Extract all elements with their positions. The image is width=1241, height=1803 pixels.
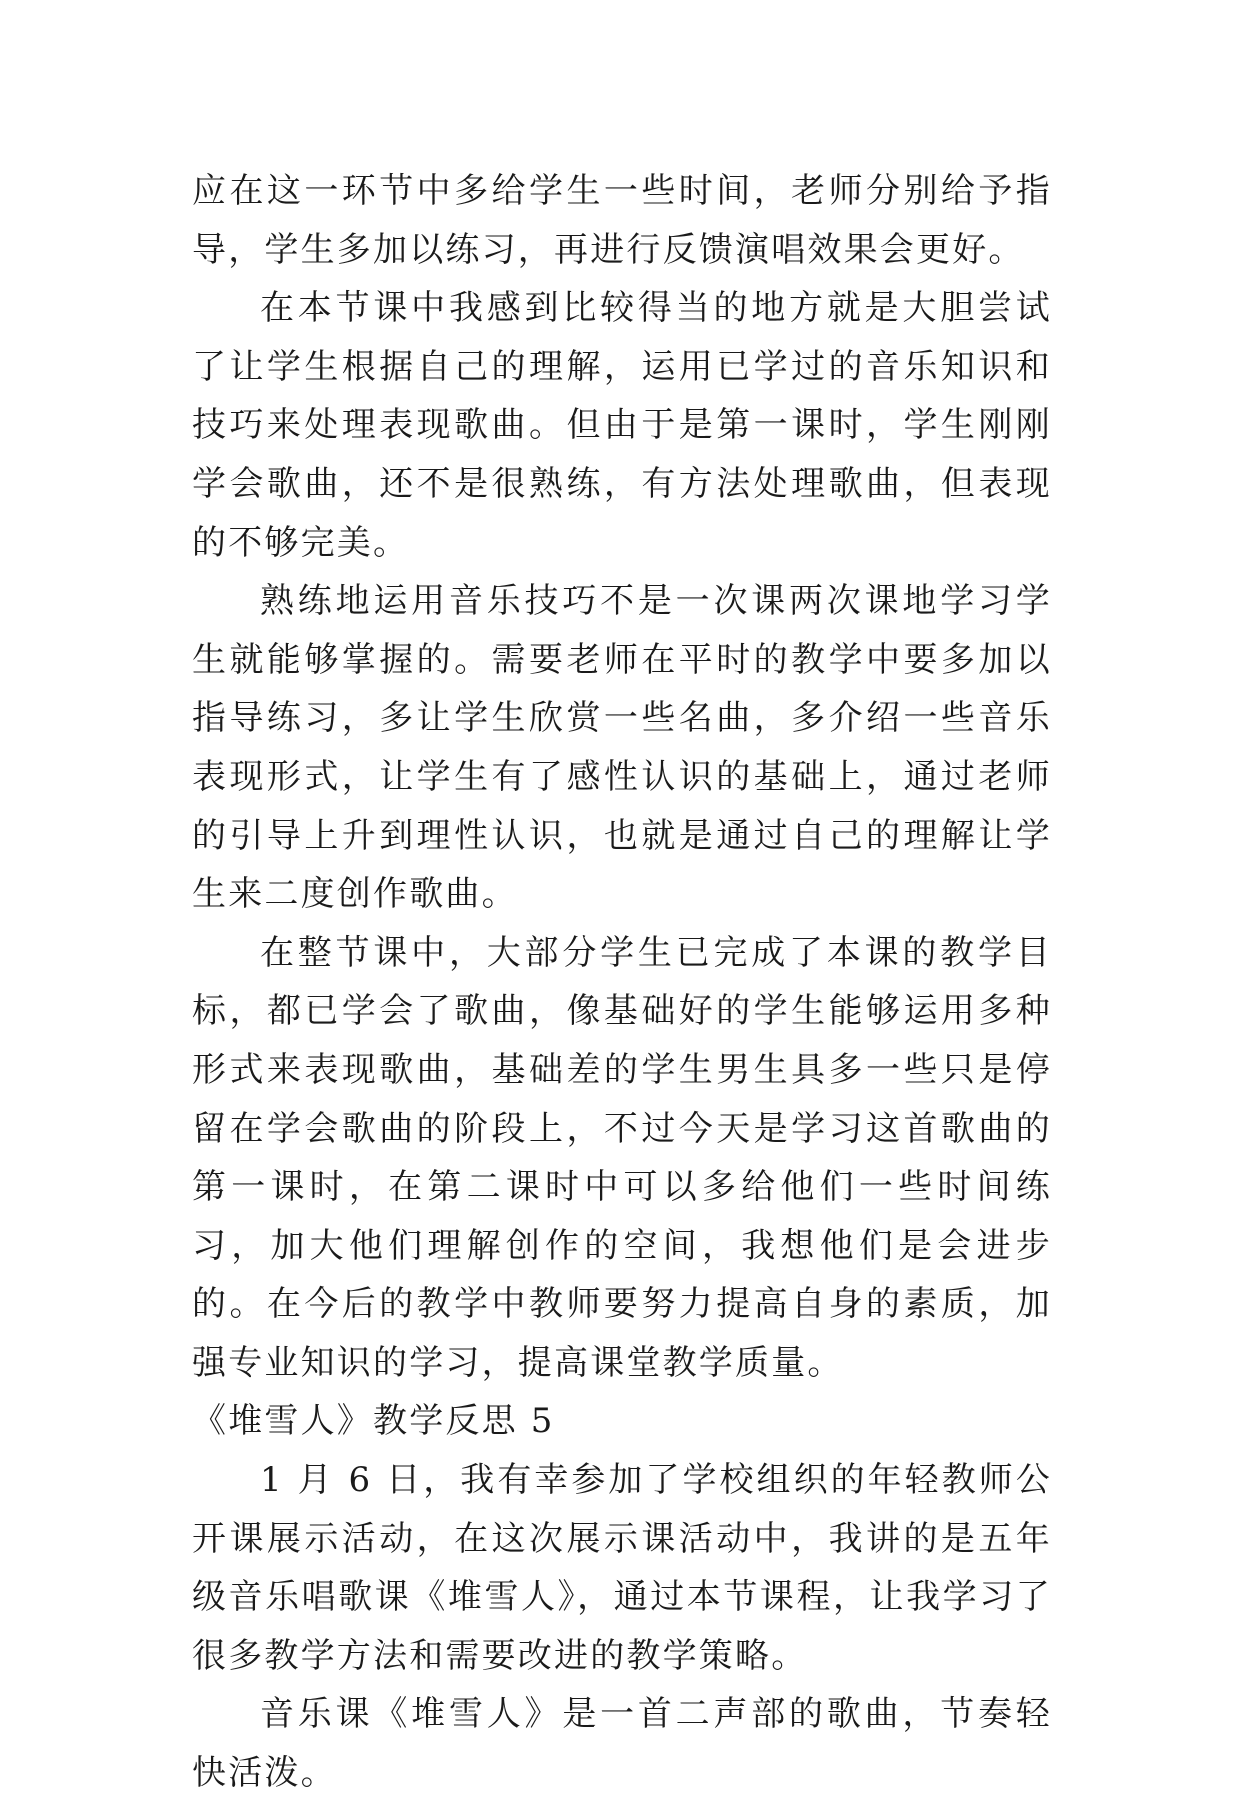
paragraph-5: 1 月 6 日，我有幸参加了学校组织的年轻教师公开课展示活动，在这次展示课活动中，我讲的是五年级音乐唱歌课《堆雪人》，通过本节课程，让我学习了很多教学方法和需要改进的教学策略。 <box>192 1460 1052 1676</box>
document-body <box>192 162 1052 1803</box>
paragraph-2: 在本节课中我感到比较得当的地方就是大胆尝试了让学生根据自己的理解，运用已学过的音乐知识和技巧来处理表现歌曲。但由于是第一课时，学生刚刚学会歌曲，还不是很熟练，有方法处理歌曲，但表现的不够完美。 <box>192 288 1052 563</box>
paragraph-6: 音乐课《堆雪人》是一首二声部的歌曲，节奏轻快活泼。 <box>192 1694 1052 1794</box>
paragraph-4: 在整节课中，大部分学生已完成了本课的教学目标，都已学会了歌曲，像基础好的学生能够运用多种形式来表现歌曲，基础差的学生男生具多一些只是停留在学会歌曲的阶段上，不过今天是学习这首歌曲的第一课时，在第二课时中可以多给他们一些时间练习，加大他们理解创作的空间，我想他们是会进步的。在今后的教学中教师要努力提高自身的素质，加强专业知识的学习，提高课堂教学质量。 <box>192 932 1052 1383</box>
section-heading: 《堆雪人》教学反思 5 <box>192 1401 555 1442</box>
paragraph-3: 熟练地运用音乐技巧不是一次课两次课地学习学生就能够掌握的。需要老师在平时的教学中要多加以指导练习，多让学生欣赏一些名曲，多介绍一些音乐表现形式，让学生有了感性认识的基础上，通过老师的引导上升到理性认识，也就是通过自己的理解让学生来二度创作歌曲。 <box>192 581 1052 915</box>
paragraph-1: 应在这一环节中多给学生一些时间，老师分别给予指导，学生多加以练习，再进行反馈演唱效果会更好。 <box>192 171 1052 270</box>
